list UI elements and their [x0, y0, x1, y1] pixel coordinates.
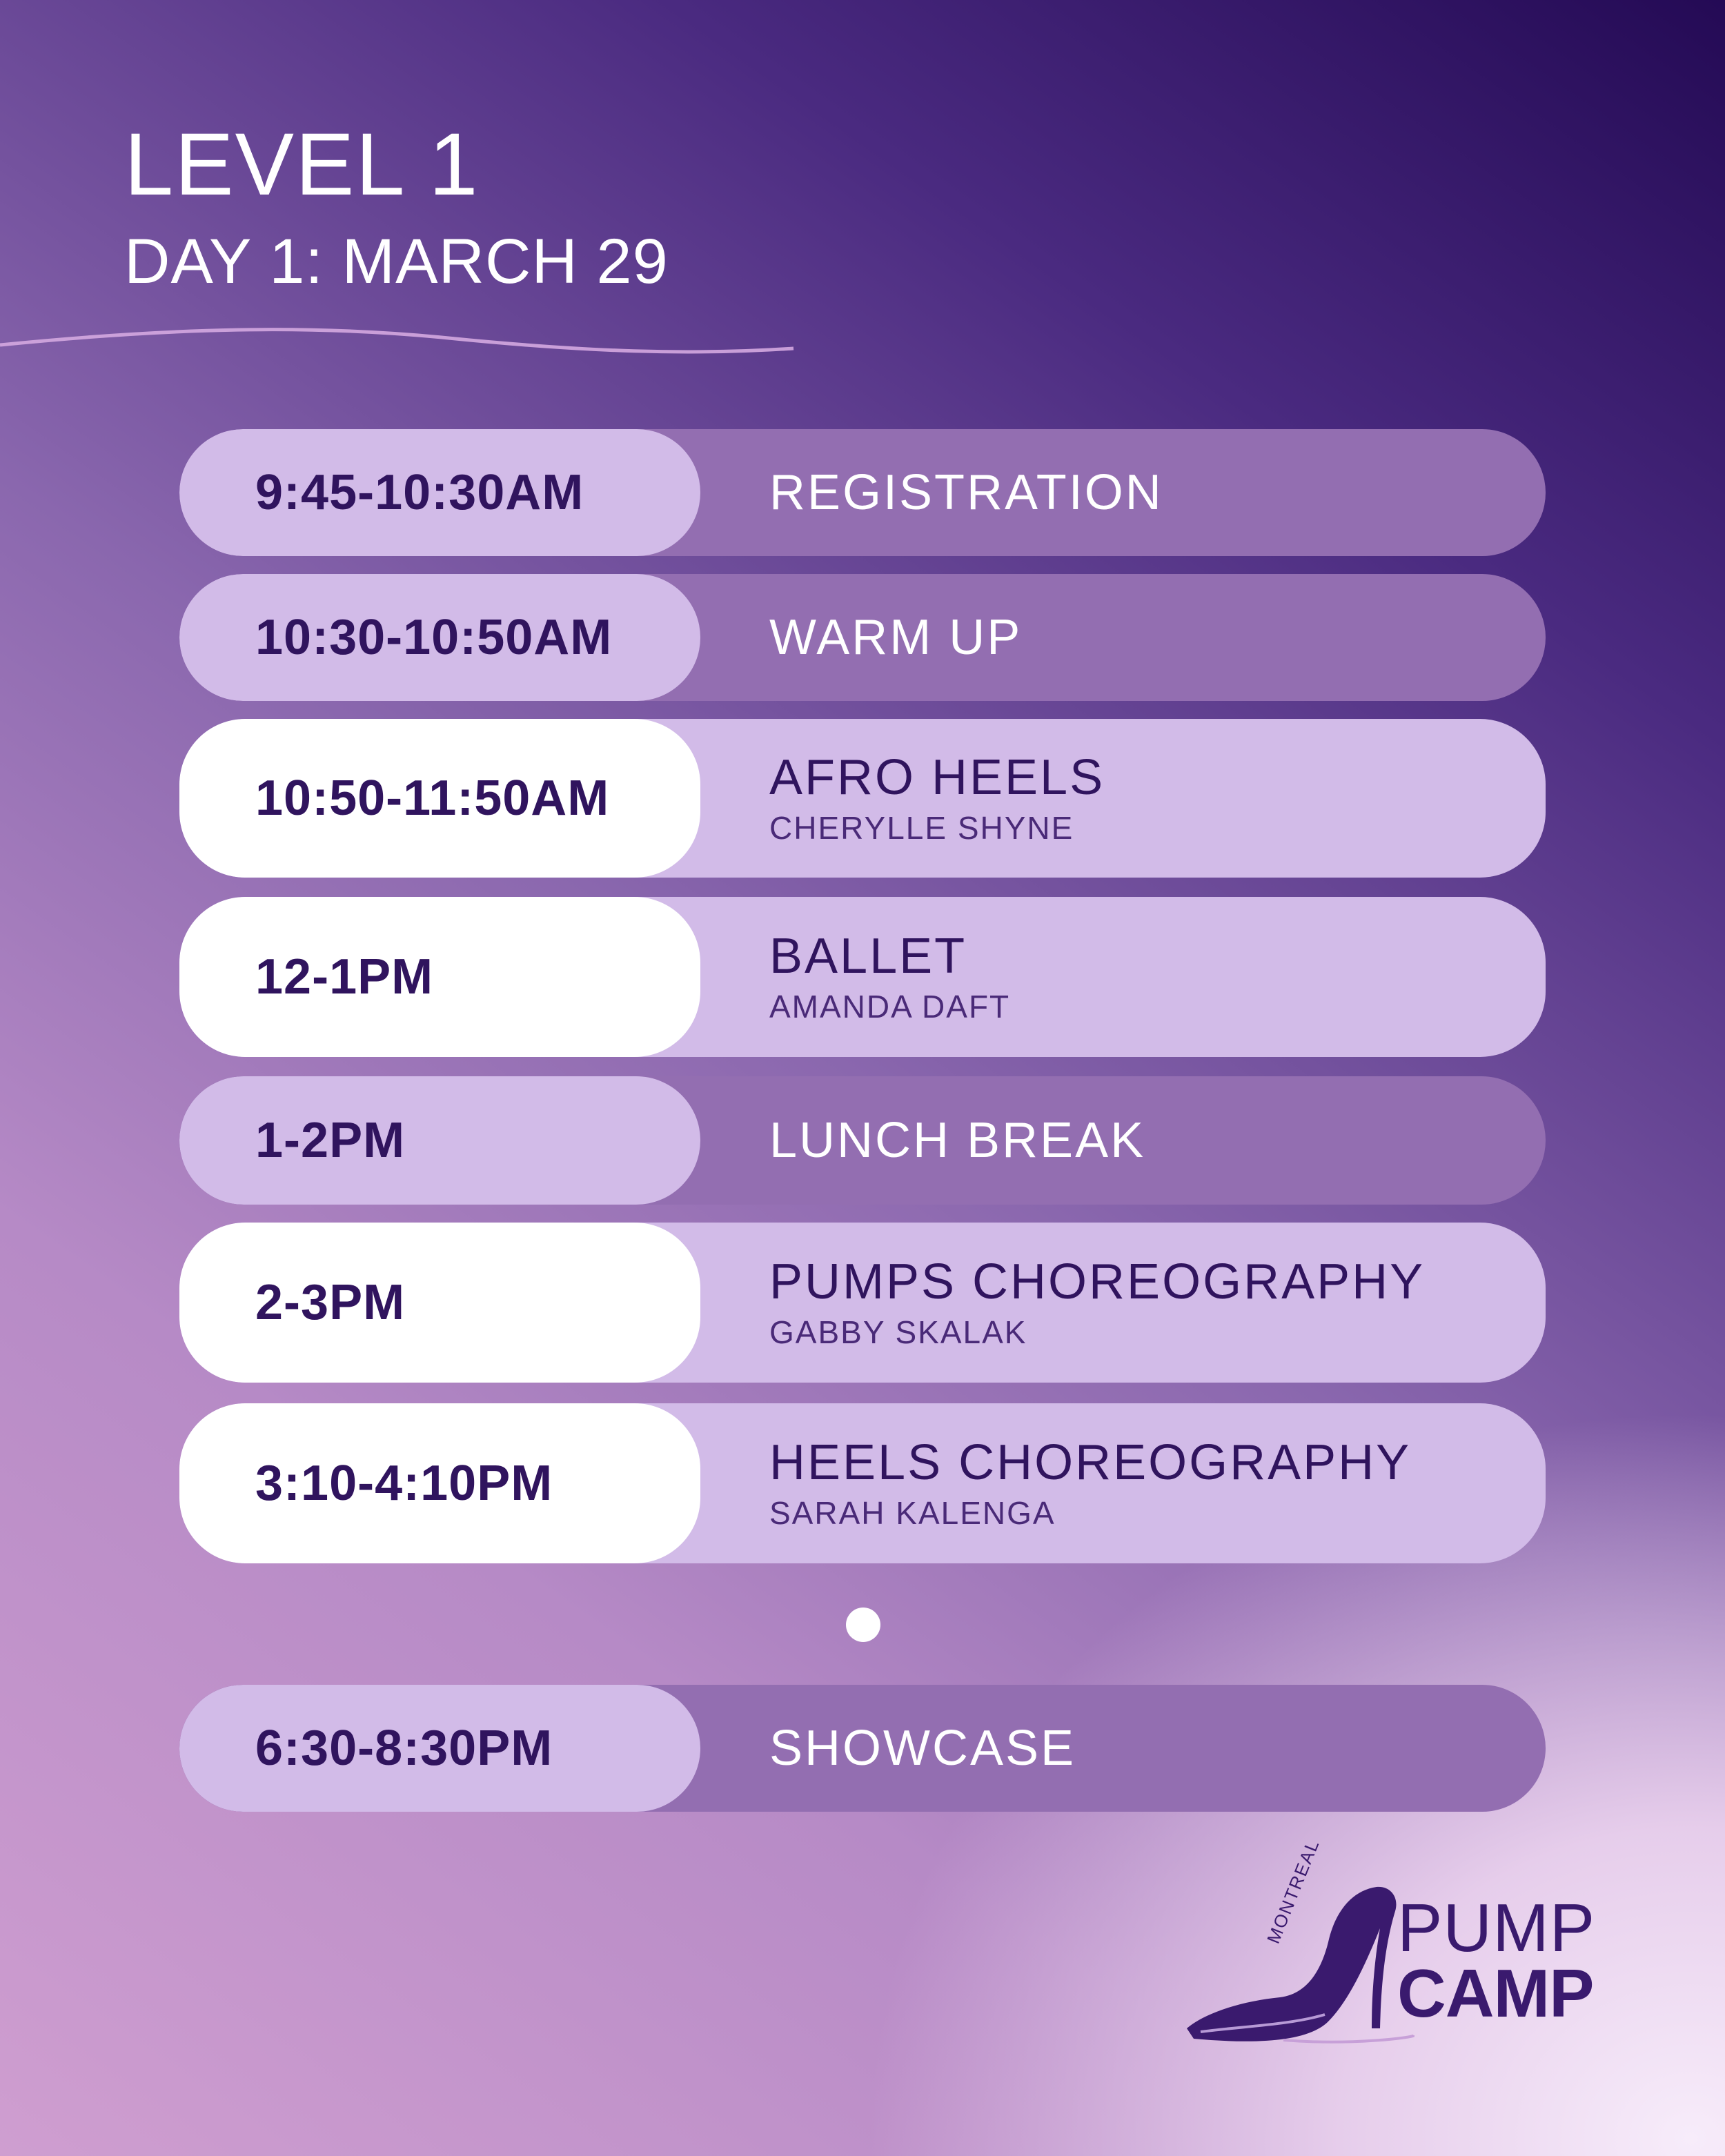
- schedule-row: [179, 719, 1546, 878]
- activity-title: LUNCH BREAK: [769, 1113, 1146, 1168]
- logo-pump: PUMP: [1397, 1890, 1596, 1966]
- separator-dot: [846, 1608, 880, 1642]
- schedule-row: [179, 429, 1546, 556]
- schedule-row: [179, 1403, 1546, 1563]
- activity: [700, 1403, 1546, 1563]
- activity-title: PUMPS CHOREOGRAPHY: [769, 1254, 1426, 1309]
- activity: [700, 574, 1546, 701]
- activity-title: BALLET: [769, 929, 967, 984]
- time-pill: 10:50-11:50AM: [179, 719, 700, 878]
- activity-title: REGISTRATION: [769, 465, 1163, 520]
- time-pill: 12-1PM: [179, 897, 700, 1057]
- time-pill: 1-2PM: [179, 1076, 700, 1205]
- instructor-name: AMANDA DAFT: [769, 989, 1011, 1025]
- header: [124, 115, 669, 297]
- time-pill: 6:30-8:30PM: [179, 1685, 700, 1812]
- schedule-row: [179, 1223, 1546, 1383]
- activity: [700, 1076, 1546, 1205]
- instructor-name: CHERYLLE SHYNE: [769, 810, 1074, 846]
- instructor-name: GABBY SKALAK: [769, 1314, 1027, 1350]
- schedule-row: [179, 1685, 1546, 1812]
- time-pill: 2-3PM: [179, 1223, 700, 1383]
- time-pill: 3:10-4:10PM: [179, 1403, 700, 1563]
- level-title: LEVEL 1: [124, 115, 480, 214]
- day-title: DAY 1: MARCH 29: [124, 226, 669, 297]
- logo-camp: CAMP: [1397, 1955, 1594, 2031]
- activity: [700, 897, 1546, 1057]
- decorative-swoosh: [0, 314, 800, 376]
- schedule-row: [179, 1076, 1546, 1205]
- activity: [700, 1685, 1546, 1812]
- activity: [700, 1223, 1546, 1383]
- activity-title: SHOWCASE: [769, 1721, 1076, 1776]
- time-pill: 9:45-10:30AM: [179, 429, 700, 556]
- time-pill: 10:30-10:50AM: [179, 574, 700, 701]
- activity-title: HEELS CHOREOGRAPHY: [769, 1435, 1412, 1490]
- activity-title: AFRO HEELS: [769, 750, 1105, 805]
- activity-title: WARM UP: [769, 610, 1023, 665]
- schedule-row: [179, 897, 1546, 1057]
- logo: [1180, 1836, 1608, 2046]
- schedule-row: [179, 574, 1546, 701]
- activity: [700, 429, 1546, 556]
- activity: [700, 719, 1546, 878]
- logo-city: MONTREAL: [1263, 1836, 1323, 1947]
- instructor-name: SARAH KALENGA: [769, 1495, 1056, 1531]
